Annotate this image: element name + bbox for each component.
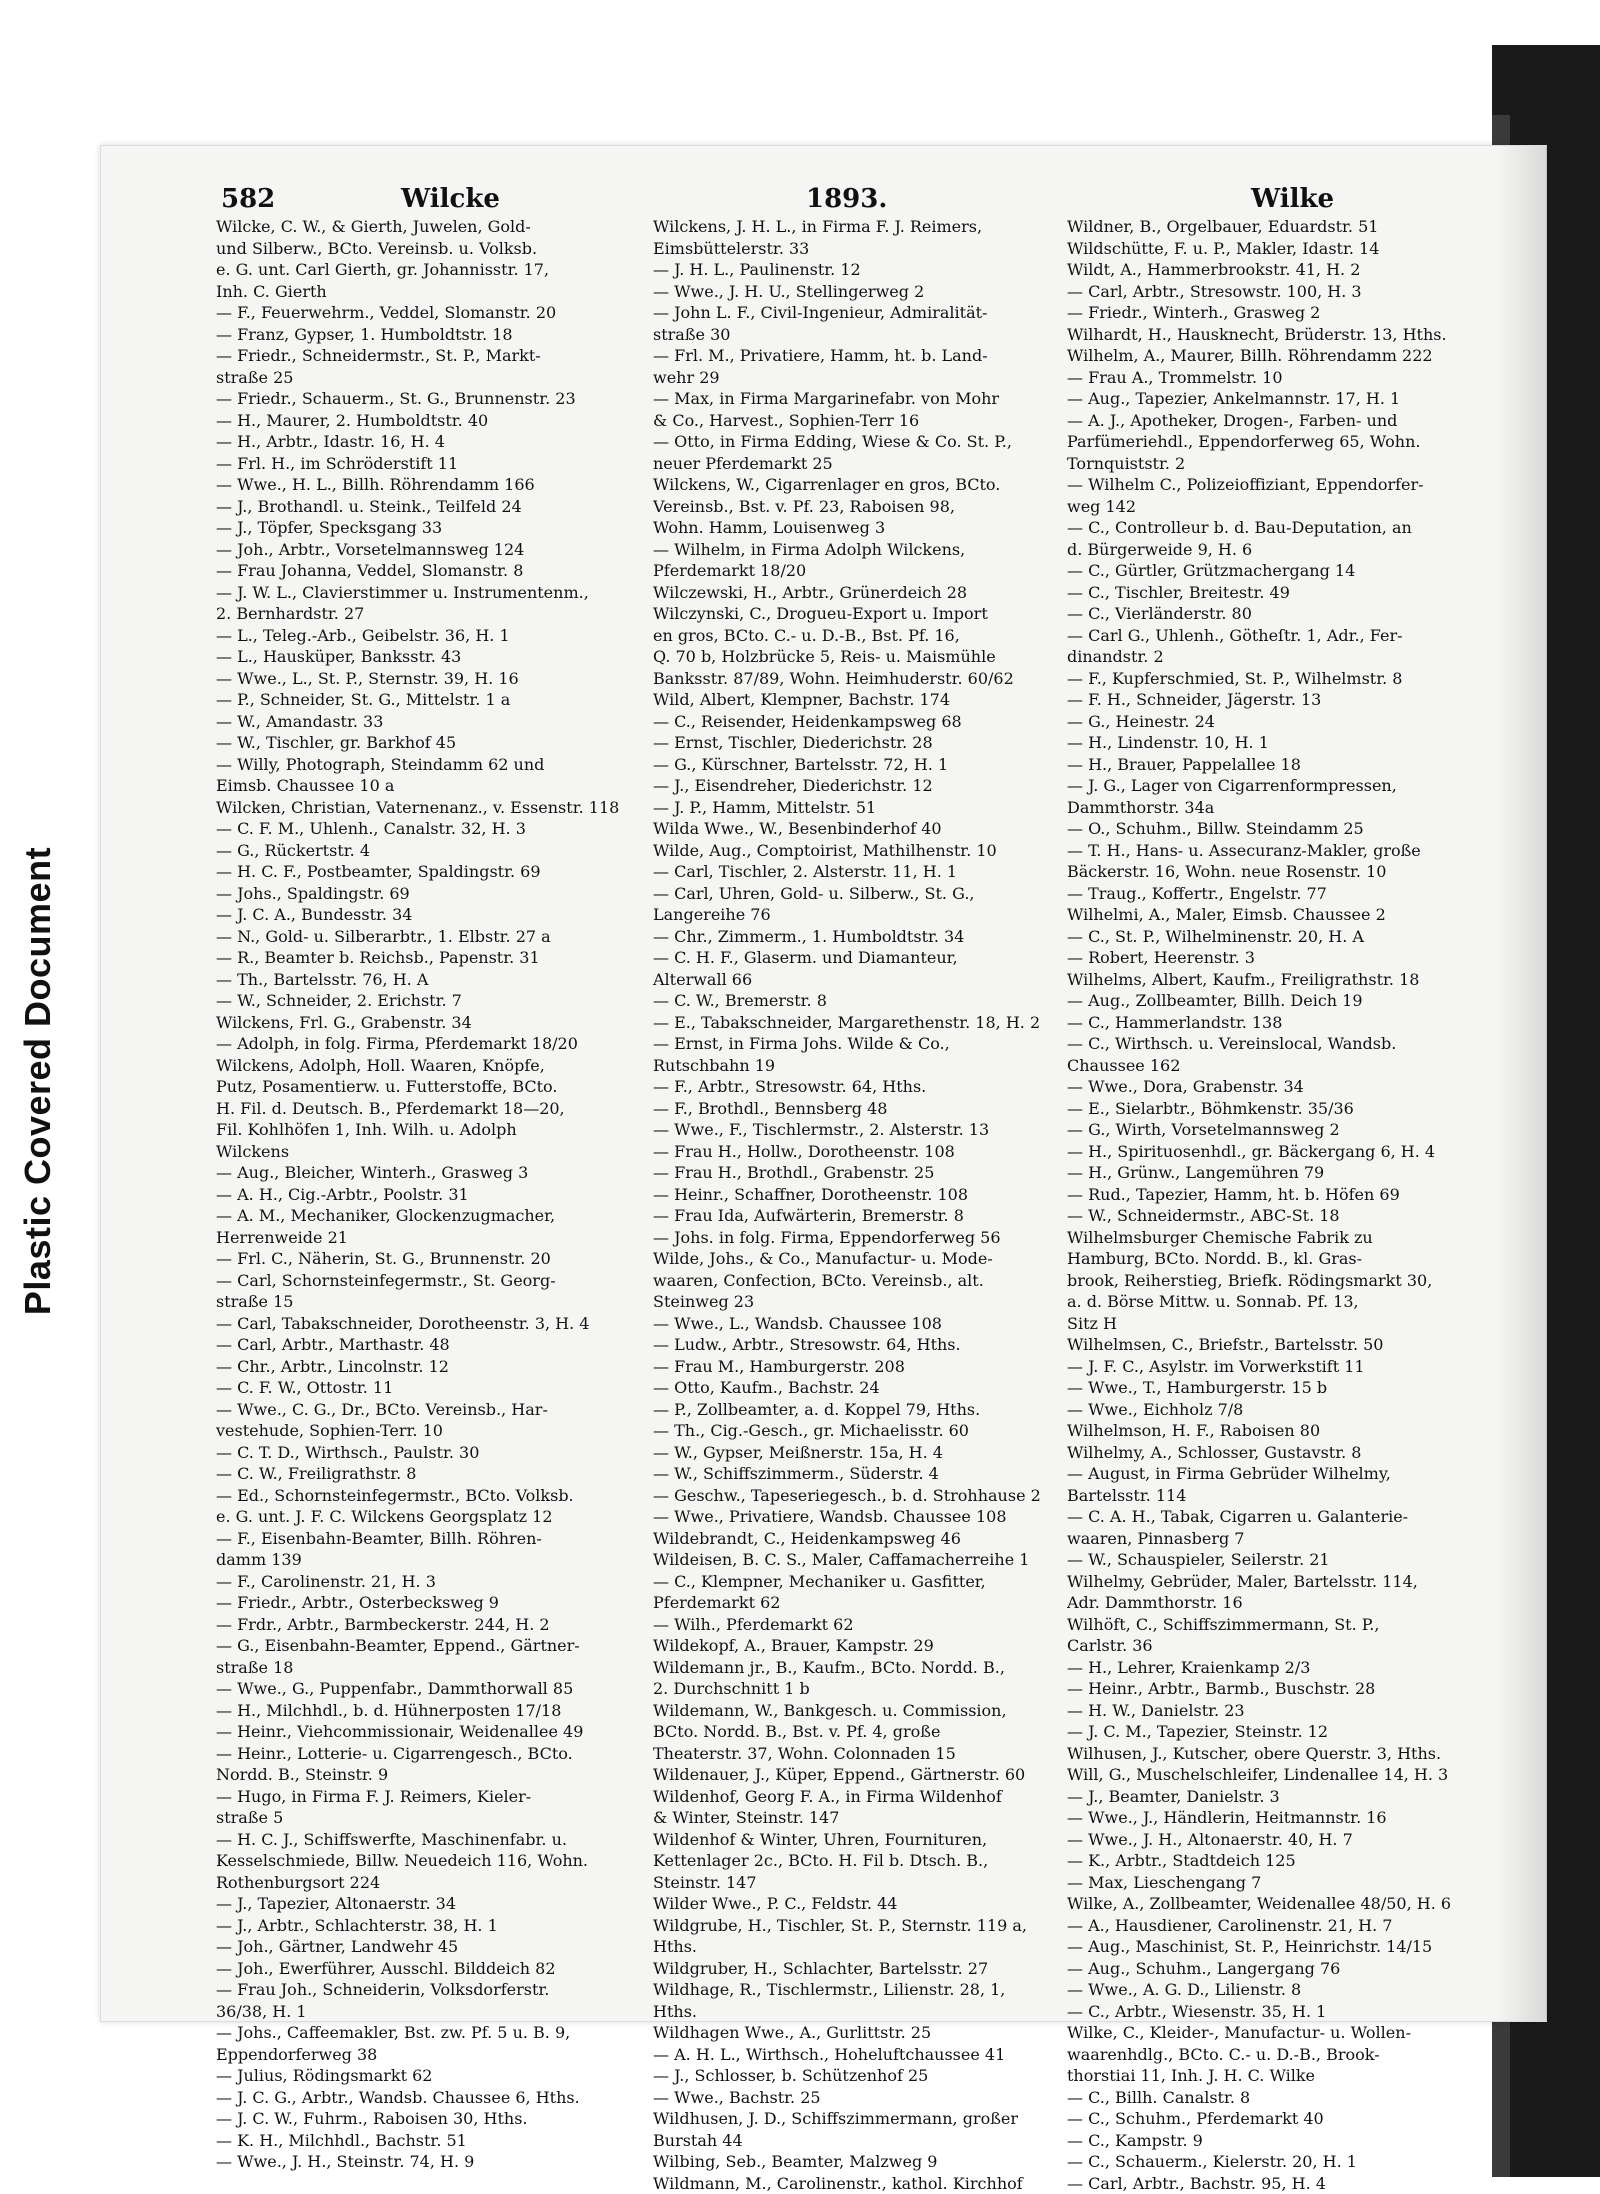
directory-line: — J. F. C., Asylstr. im Vorwerkstift 11 — [1067, 1356, 1487, 1378]
directory-line: — Frau Johanna, Veddel, Slomanstr. 8 — [216, 560, 746, 582]
directory-line: Burstah 44 — [653, 2130, 1083, 2152]
directory-line: — C. F. M., Uhlenh., Canalstr. 32, H. 3 — [216, 818, 746, 840]
directory-line: Wilcken, Christian, Vaternenanz., v. Essenstr. 118 — [216, 797, 746, 819]
directory-line: — C., Schuhm., Pferdemarkt 40 — [1067, 2108, 1487, 2130]
directory-line: — F., Arbtr., Stresowstr. 64, Hths. — [653, 1076, 1083, 1098]
directory-line: damm 139 — [216, 1549, 746, 1571]
directory-line: — Carl, Arbtr., Marthastr. 48 — [216, 1334, 746, 1356]
directory-line: — J. C. A., Bundesstr. 34 — [216, 904, 746, 926]
directory-line: Hamburg, BCto. Nordd. B., kl. Gras- — [1067, 1248, 1487, 1270]
directory-line: — Frl. M., Privatiere, Hamm, ht. b. Land- — [653, 345, 1083, 367]
directory-line: — J. H. L., Paulinenstr. 12 — [653, 259, 1083, 281]
directory-line: — Franz, Gypser, 1. Humboldtstr. 18 — [216, 324, 746, 346]
directory-line: — C., Kampstr. 9 — [1067, 2130, 1487, 2152]
directory-line: — Wwe., L., Wandsb. Chaussee 108 — [653, 1313, 1083, 1335]
directory-line: waaren, Confection, BCto. Vereinsb., alt. — [653, 1270, 1083, 1292]
directory-line: Wildenhof & Winter, Uhren, Fournituren, — [653, 1829, 1083, 1851]
directory-line: — John L. F., Civil-Ingenieur, Admiralität- — [653, 302, 1083, 324]
directory-line: Wildemann jr., B., Kaufm., BCto. Nordd. B., — [653, 1657, 1083, 1679]
directory-line: — Wwe., J. H., Altonaerstr. 40, H. 7 — [1067, 1829, 1487, 1851]
directory-line: Wilckens, Frl. G., Grabenstr. 34 — [216, 1012, 746, 1034]
left-running-head: Wilcke — [401, 184, 500, 214]
directory-line: — Wwe., C. G., Dr., BCto. Vereinsb., Har- — [216, 1399, 746, 1421]
directory-line: — H., Lehrer, Kraienkamp 2/3 — [1067, 1657, 1487, 1679]
directory-line: Vereinsb., Bst. v. Pf. 23, Raboisen 98, — [653, 496, 1083, 518]
directory-line: — C., Billh. Canalstr. 8 — [1067, 2087, 1487, 2109]
directory-line: Wildhusen, J. D., Schiffszimmermann, großer — [653, 2108, 1083, 2130]
directory-line: — Wwe., H. L., Billh. Röhrendamm 166 — [216, 474, 746, 496]
directory-line: Wildemann, W., Bankgesch. u. Commission, — [653, 1700, 1083, 1722]
directory-line: straße 18 — [216, 1657, 746, 1679]
directory-line: Banksstr. 87/89, Wohn. Heimhuderstr. 60/62 — [653, 668, 1083, 690]
directory-line: — E., Tabakschneider, Margarethenstr. 18, H. 2 — [653, 1012, 1083, 1034]
directory-line: waarenhdlg., BCto. C.- u. D.-B., Brook- — [1067, 2044, 1487, 2066]
directory-line: Carlstr. 36 — [1067, 1635, 1487, 1657]
directory-line: Wildner, B., Orgelbauer, Eduardstr. 51 — [1067, 216, 1487, 238]
directory-line: — J. C. W., Fuhrm., Raboisen 30, Hths. — [216, 2108, 746, 2130]
directory-line: 2. Durchschnitt 1 b — [653, 1678, 1083, 1700]
directory-line: — Joh., Gärtner, Landwehr 45 — [216, 1936, 746, 1958]
directory-line: weg 142 — [1067, 496, 1487, 518]
directory-line: Wilhelm, A., Maurer, Billh. Röhrendamm 222 — [1067, 345, 1487, 367]
directory-line: Wildhage, R., Tischlermstr., Lilienstr. 28, 1, — [653, 1979, 1083, 2001]
directory-line: — J. C. G., Arbtr., Wandsb. Chaussee 6, Hths. — [216, 2087, 746, 2109]
directory-line: — Heinr., Viehcommissionair, Weidenallee 49 — [216, 1721, 746, 1743]
directory-line: Pferdemarkt 62 — [653, 1592, 1083, 1614]
directory-line: waaren, Pinnasberg 7 — [1067, 1528, 1487, 1550]
directory-line: — C., Wirthsch. u. Vereinslocal, Wandsb. — [1067, 1033, 1487, 1055]
directory-line: dinandstr. 2 — [1067, 646, 1487, 668]
directory-line: neuer Pferdemarkt 25 — [653, 453, 1083, 475]
directory-line: Wilckens, J. H. L., in Firma F. J. Reimers, — [653, 216, 1083, 238]
directory-line: — H., Lindenstr. 10, H. 1 — [1067, 732, 1487, 754]
directory-line: — E., Sielarbtr., Böhmkenstr. 35/36 — [1067, 1098, 1487, 1120]
directory-line: — P., Zollbeamter, a. d. Koppel 79, Hths. — [653, 1399, 1083, 1421]
directory-line: straße 15 — [216, 1291, 746, 1313]
directory-line: — Wwe., Bachstr. 25 — [653, 2087, 1083, 2109]
directory-line: — W., Schneider, 2. Erichstr. 7 — [216, 990, 746, 1012]
directory-line: — Frau H., Hollw., Dorotheenstr. 108 — [653, 1141, 1083, 1163]
directory-line: — Frau A., Trommelstr. 10 — [1067, 367, 1487, 389]
directory-line: — Wwe., F., Tischlermstr., 2. Alsterstr. 13 — [653, 1119, 1083, 1141]
directory-line: — Heinr., Arbtr., Barmb., Buschstr. 28 — [1067, 1678, 1487, 1700]
directory-line: — Wwe., T., Hamburgerstr. 15 b — [1067, 1377, 1487, 1399]
directory-line: Will, G., Muschelschleifer, Lindenallee 14, H. 3 — [1067, 1764, 1487, 1786]
directory-line: — A. H., Cig.-Arbtr., Poolstr. 31 — [216, 1184, 746, 1206]
directory-line: Wilhusen, J., Kutscher, obere Querstr. 3, Hths. — [1067, 1743, 1487, 1765]
directory-line: — Johs., Caffeemakler, Bst. zw. Pf. 5 u. B. 9, — [216, 2022, 746, 2044]
directory-line: en gros, BCto. C.- u. D.-B., Bst. Pf. 16, — [653, 625, 1083, 647]
directory-line: — Joh., Arbtr., Vorsetelmannsweg 124 — [216, 539, 746, 561]
column-right — [1067, 216, 1487, 2194]
directory-line: Putz, Posamentierw. u. Futterstoffe, BCto. — [216, 1076, 746, 1098]
directory-line: — W., Gypser, Meißnerstr. 15a, H. 4 — [653, 1442, 1083, 1464]
directory-line: — Wwe., J. H., Steinstr. 74, H. 9 — [216, 2151, 746, 2173]
directory-line: Wilhelmson, H. F., Raboisen 80 — [1067, 1420, 1487, 1442]
directory-line: — Ernst, in Firma Johs. Wilde & Co., — [653, 1033, 1083, 1055]
directory-line: — C., Vierländerstr. 80 — [1067, 603, 1487, 625]
directory-line: Wild, Albert, Klempner, Bachstr. 174 — [653, 689, 1083, 711]
directory-line: Wilda Wwe., W., Besenbinderhof 40 — [653, 818, 1083, 840]
directory-line: — Willy, Photograph, Steindamm 62 und — [216, 754, 746, 776]
directory-line: — J., Töpfer, Specksgang 33 — [216, 517, 746, 539]
directory-line: Wildmann, M., Carolinenstr., kathol. Kirchhof — [653, 2173, 1083, 2194]
directory-line: — Aug., Zollbeamter, Billh. Deich 19 — [1067, 990, 1487, 1012]
directory-line: — Julius, Rödingsmarkt 62 — [216, 2065, 746, 2087]
directory-line: 2. Bernhardstr. 27 — [216, 603, 746, 625]
directory-line: Wilhelmsburger Chemische Fabrik zu — [1067, 1227, 1487, 1249]
directory-line: d. Bürgerweide 9, H. 6 — [1067, 539, 1487, 561]
directory-line: — Ernst, Tischler, Diederichstr. 28 — [653, 732, 1083, 754]
directory-line: — H. C. F., Postbeamter, Spaldingstr. 69 — [216, 861, 746, 883]
directory-line: — P., Schneider, St. G., Mittelstr. 1 a — [216, 689, 746, 711]
directory-line: Wilhardt, H., Hausknecht, Brüderstr. 13, Hths. — [1067, 324, 1487, 346]
directory-line: Inh. C. Gierth — [216, 281, 746, 303]
directory-line: — Frau Ida, Aufwärterin, Bremerstr. 8 — [653, 1205, 1083, 1227]
directory-line: — Ed., Schornsteinfegermstr., BCto. Volksb. — [216, 1485, 746, 1507]
directory-line: — Aug., Schuhm., Langergang 76 — [1067, 1958, 1487, 1980]
directory-line: Fil. Kohlhöfen 1, Inh. Wilh. u. Adolph — [216, 1119, 746, 1141]
directory-line: — K. H., Milchhdl., Bachstr. 51 — [216, 2130, 746, 2152]
directory-line: — C. T. D., Wirthsch., Paulstr. 30 — [216, 1442, 746, 1464]
directory-line: — C., Tischler, Breitestr. 49 — [1067, 582, 1487, 604]
directory-line: — J., Schlosser, b. Schützenhof 25 — [653, 2065, 1083, 2087]
directory-line: Wilhelmy, A., Schlosser, Gustavstr. 8 — [1067, 1442, 1487, 1464]
directory-line: Wilcke, C. W., & Gierth, Juwelen, Gold- — [216, 216, 746, 238]
directory-line: — Frau Joh., Schneiderin, Volksdorferstr. — [216, 1979, 746, 2001]
directory-line: — Wwe., L., St. P., Sternstr. 39, H. 16 — [216, 668, 746, 690]
directory-line: — Friedr., Arbtr., Osterbecksweg 9 — [216, 1592, 746, 1614]
directory-line: — J. P., Hamm, Mittelstr. 51 — [653, 797, 1083, 819]
directory-line: — C., St. P., Wilhelminenstr. 20, H. A — [1067, 926, 1487, 948]
directory-line: — Johs., Spaldingstr. 69 — [216, 883, 746, 905]
directory-line: Wilczynski, C., Drogueu-Export u. Import — [653, 603, 1083, 625]
directory-line: Wilke, A., Zollbeamter, Weidenallee 48/50, H. 6 — [1067, 1893, 1487, 1915]
directory-line: — Wwe., J. H. U., Stellingerweg 2 — [653, 281, 1083, 303]
directory-line: Pferdemarkt 18/20 — [653, 560, 1083, 582]
directory-line: Wildgrube, H., Tischler, St. P., Sternstr. 119 a, — [653, 1915, 1083, 1937]
directory-line: Wildenhof, Georg F. A., in Firma Wildenhof — [653, 1786, 1083, 1808]
directory-line: wehr 29 — [653, 367, 1083, 389]
directory-line: — C., Gürtler, Grützmachergang 14 — [1067, 560, 1487, 582]
directory-line: — Wilh., Pferdemarkt 62 — [653, 1614, 1083, 1636]
directory-line: — Frau H., Brothdl., Grabenstr. 25 — [653, 1162, 1083, 1184]
directory-line: Wildschütte, F. u. P., Makler, Idastr. 14 — [1067, 238, 1487, 260]
directory-line: Eimsbüttelerstr. 33 — [653, 238, 1083, 260]
directory-line: — W., Tischler, gr. Barkhof 45 — [216, 732, 746, 754]
directory-line: — J., Beamter, Danielstr. 3 — [1067, 1786, 1487, 1808]
directory-line: Theaterstr. 37, Wohn. Colonnaden 15 — [653, 1743, 1083, 1765]
directory-line: — W., Schneidermstr., ABC-St. 18 — [1067, 1205, 1487, 1227]
directory-line: straße 25 — [216, 367, 746, 389]
directory-line: Wilczewski, H., Arbtr., Grünerdeich 28 — [653, 582, 1083, 604]
directory-line: — A. H. L., Wirthsch., Hoheluftchaussee 41 — [653, 2044, 1083, 2066]
directory-line: — Wwe., A. G. D., Lilienstr. 8 — [1067, 1979, 1487, 2001]
directory-line: und Silberw., BCto. Vereinsb. u. Volksb. — [216, 238, 746, 260]
directory-line: — Th., Bartelsstr. 76, H. A — [216, 969, 746, 991]
directory-line: — H., Maurer, 2. Humboldtstr. 40 — [216, 410, 746, 432]
directory-line: — W., Amandastr. 33 — [216, 711, 746, 733]
directory-line: & Winter, Steinstr. 147 — [653, 1807, 1083, 1829]
directory-line: — Carl, Schornsteinfegermstr., St. Georg- — [216, 1270, 746, 1292]
page-header — [101, 146, 1546, 206]
directory-line: — F. H., Schneider, Jägerstr. 13 — [1067, 689, 1487, 711]
directory-line: Wilder Wwe., P. C., Feldstr. 44 — [653, 1893, 1083, 1915]
directory-line: — Wwe., Eichholz 7/8 — [1067, 1399, 1487, 1421]
directory-line: Wildhagen Wwe., A., Gurlittstr. 25 — [653, 2022, 1083, 2044]
directory-line: Dammthorstr. 34a — [1067, 797, 1487, 819]
directory-line: — Friedr., Winterh., Grasweg 2 — [1067, 302, 1487, 324]
directory-line: — J., Tapezier, Altonaerstr. 34 — [216, 1893, 746, 1915]
directory-line: 36/38, H. 1 — [216, 2001, 746, 2023]
year-heading: 1893. — [806, 184, 887, 214]
directory-line: — Joh., Ewerführer, Ausschl. Bilddeich 82 — [216, 1958, 746, 1980]
directory-line: — Aug., Tapezier, Ankelmannstr. 17, H. 1 — [1067, 388, 1487, 410]
directory-line: — G., Eisenbahn-Beamter, Eppend., Gärtner- — [216, 1635, 746, 1657]
directory-line: — J. G., Lager von Cigarrenformpressen, — [1067, 775, 1487, 797]
directory-line: — Robert, Heerenstr. 3 — [1067, 947, 1487, 969]
directory-line: — J., Eisendreher, Diederichstr. 12 — [653, 775, 1083, 797]
directory-line: Eppendorferweg 38 — [216, 2044, 746, 2066]
directory-line: Langereihe 76 — [653, 904, 1083, 926]
directory-line: — Friedr., Schneidermstr., St. P., Markt- — [216, 345, 746, 367]
directory-line: — Frl. C., Näherin, St. G., Brunnenstr. 20 — [216, 1248, 746, 1270]
directory-line: — Rud., Tapezier, Hamm, ht. b. Höfen 69 — [1067, 1184, 1487, 1206]
directory-line: Nordd. B., Steinstr. 9 — [216, 1764, 746, 1786]
directory-line: — C. W., Freiligrathstr. 8 — [216, 1463, 746, 1485]
directory-line: — Aug., Bleicher, Winterh., Grasweg 3 — [216, 1162, 746, 1184]
directory-line: — Wwe., Privatiere, Wandsb. Chaussee 108 — [653, 1506, 1083, 1528]
directory-line: e. G. unt. J. F. C. Wilckens Georgsplatz 12 — [216, 1506, 746, 1528]
directory-line: — W., Schauspieler, Seilerstr. 21 — [1067, 1549, 1487, 1571]
directory-line: — Wwe., Dora, Grabenstr. 34 — [1067, 1076, 1487, 1098]
directory-line: Kesselschmiede, Billw. Neuedeich 116, Wohn. — [216, 1850, 746, 1872]
directory-line: — O., Schuhm., Billw. Steindamm 25 — [1067, 818, 1487, 840]
directory-line: Eimsb. Chaussee 10 a — [216, 775, 746, 797]
directory-line: — J. C. M., Tapezier, Steinstr. 12 — [1067, 1721, 1487, 1743]
directory-line: Sitz H — [1067, 1313, 1487, 1335]
document-page — [100, 145, 1547, 2022]
directory-line: — H., Arbtr., Idastr. 16, H. 4 — [216, 431, 746, 453]
directory-line: Wilke, C., Kleider-, Manufactur- u. Wollen- — [1067, 2022, 1487, 2044]
directory-line: — H., Grünw., Langemühren 79 — [1067, 1162, 1487, 1184]
directory-line: — N., Gold- u. Silberarbtr., 1. Elbstr. 27 a — [216, 926, 746, 948]
directory-line: H. Fil. d. Deutsch. B., Pferdemarkt 18—20, — [216, 1098, 746, 1120]
directory-line: Wildeisen, B. C. S., Maler, Caffamacherreihe 1 — [653, 1549, 1083, 1571]
directory-line: — H., Brauer, Pappelallee 18 — [1067, 754, 1487, 776]
directory-line: — F., Kupferschmied, St. P., Wilhelmstr. 8 — [1067, 668, 1487, 690]
directory-line: — A., Hausdiener, Carolinenstr. 21, H. 7 — [1067, 1915, 1487, 1937]
directory-line: — L., Hausküper, Banksstr. 43 — [216, 646, 746, 668]
directory-line: Steinstr. 147 — [653, 1872, 1083, 1894]
directory-line: Wilhöft, C., Schiffszimmermann, St. P., — [1067, 1614, 1487, 1636]
directory-line: — J. W. L., Clavierstimmer u. Instrumentenm., — [216, 582, 746, 604]
directory-line: — T. H., Hans- u. Assecuranz-Makler, große — [1067, 840, 1487, 862]
directory-line: Wilckens, W., Cigarrenlager en gros, BCto. — [653, 474, 1083, 496]
directory-line: e. G. unt. Carl Gierth, gr. Johannisstr. 17, — [216, 259, 746, 281]
directory-line: Rothenburgsort 224 — [216, 1872, 746, 1894]
directory-line: Wilckens — [216, 1141, 746, 1163]
directory-line: — C., Reisender, Heidenkampsweg 68 — [653, 711, 1083, 733]
directory-line: Parfümeriehdl., Eppendorferweg 65, Wohn. — [1067, 431, 1487, 453]
directory-line: — J., Brothandl. u. Steink., Teilfeld 24 — [216, 496, 746, 518]
directory-line: Hths. — [653, 1936, 1083, 1958]
directory-line: Alterwall 66 — [653, 969, 1083, 991]
directory-line: — C., Klempner, Mechaniker u. Gasfitter, — [653, 1571, 1083, 1593]
directory-line: — F., Brothdl., Bennsberg 48 — [653, 1098, 1083, 1120]
directory-line: — Carl, Arbtr., Stresowstr. 100, H. 3 — [1067, 281, 1487, 303]
directory-line: — Carl, Arbtr., Bachstr. 95, H. 4 — [1067, 2173, 1487, 2194]
directory-line: Q. 70 b, Holzbrücke 5, Reis- u. Maismühle — [653, 646, 1083, 668]
directory-line: Wilhelms, Albert, Kaufm., Freiligrathstr. 18 — [1067, 969, 1487, 991]
directory-line: Wilbing, Seb., Beamter, Malzweg 9 — [653, 2151, 1083, 2173]
directory-line: — Adolph, in folg. Firma, Pferdemarkt 18/20 — [216, 1033, 746, 1055]
directory-line: — C., Controlleur b. d. Bau-Deputation, an — [1067, 517, 1487, 539]
directory-line: — R., Beamter b. Reichsb., Papenstr. 31 — [216, 947, 746, 969]
directory-line: Wildekopf, A., Brauer, Kampstr. 29 — [653, 1635, 1083, 1657]
directory-line: — H. C. J., Schiffswerfte, Maschinenfabr. u. — [216, 1829, 746, 1851]
directory-line: — Otto, in Firma Edding, Wiese & Co. St. P., — [653, 431, 1083, 453]
directory-line: — G., Heinestr. 24 — [1067, 711, 1487, 733]
directory-line: — Friedr., Schauerm., St. G., Brunnenstr. 23 — [216, 388, 746, 410]
directory-line: — Frl. H., im Schröderstift 11 — [216, 453, 746, 475]
directory-line: vestehude, Sophien-Terr. 10 — [216, 1420, 746, 1442]
directory-line: Wilhelmi, A., Maler, Eimsb. Chaussee 2 — [1067, 904, 1487, 926]
directory-line: Wilhelmy, Gebrüder, Maler, Bartelsstr. 114, — [1067, 1571, 1487, 1593]
directory-line: — Heinr., Lotterie- u. Cigarrengesch., BCto. — [216, 1743, 746, 1765]
directory-line: — Geschw., Tapeseriegesch., b. d. Strohhause 2 — [653, 1485, 1083, 1507]
directory-line: — Max, in Firma Margarinefabr. von Mohr — [653, 388, 1083, 410]
directory-line: — Carl, Tischler, 2. Alsterstr. 11, H. 1 — [653, 861, 1083, 883]
directory-line: — Carl, Uhren, Gold- u. Silberw., St. G., — [653, 883, 1083, 905]
directory-line: — Chr., Arbtr., Lincolnstr. 12 — [216, 1356, 746, 1378]
directory-line: — Aug., Maschinist, St. P., Heinrichstr. 14/15 — [1067, 1936, 1487, 1958]
directory-line: — C., Hammerlandstr. 138 — [1067, 1012, 1487, 1034]
directory-line: — Max, Lieschengang 7 — [1067, 1872, 1487, 1894]
directory-line: — H. W., Danielstr. 23 — [1067, 1700, 1487, 1722]
directory-line: — Th., Cig.-Gesch., gr. Michaelisstr. 60 — [653, 1420, 1083, 1442]
directory-line: — Chr., Zimmerm., 1. Humboldtstr. 34 — [653, 926, 1083, 948]
directory-line: Kettenlager 2c., BCto. H. Fil b. Dtsch. B., — [653, 1850, 1083, 1872]
directory-line: — Otto, Kaufm., Bachstr. 24 — [653, 1377, 1083, 1399]
directory-line: Chaussee 162 — [1067, 1055, 1487, 1077]
directory-line: — Wilhelm C., Polizeioffiziant, Eppendorfer- — [1067, 474, 1487, 496]
directory-line: Wildebrandt, C., Heidenkampsweg 46 — [653, 1528, 1083, 1550]
directory-line: Wilde, Johs., & Co., Manufactur- u. Mode- — [653, 1248, 1083, 1270]
right-running-head: Wilke — [1251, 184, 1334, 214]
directory-line: brook, Reiherstieg, Briefk. Rödingsmarkt 30, — [1067, 1270, 1487, 1292]
directory-line: — Wilhelm, in Firma Adolph Wilckens, — [653, 539, 1083, 561]
directory-line: Wilckens, Adolph, Holl. Waaren, Knöpfe, — [216, 1055, 746, 1077]
directory-line: Wilde, Aug., Comptoirist, Mathilhenstr. 10 — [653, 840, 1083, 862]
directory-line: — A. M., Mechaniker, Glockenzugmacher, — [216, 1205, 746, 1227]
directory-line: — L., Teleg.-Arb., Geibelstr. 36, H. 1 — [216, 625, 746, 647]
directory-line: a. d. Börse Mittw. u. Sonnab. Pf. 13, — [1067, 1291, 1487, 1313]
directory-line: — H., Spirituosenhdl., gr. Bäckergang 6, H. 4 — [1067, 1141, 1487, 1163]
directory-line: straße 30 — [653, 324, 1083, 346]
plastic-covered-label: Plastic Covered Document — [17, 591, 59, 1571]
directory-line: — C. W., Bremerstr. 8 — [653, 990, 1083, 1012]
directory-line: Wildt, A., Hammerbrookstr. 41, H. 2 — [1067, 259, 1487, 281]
directory-line: — H., Milchhdl., b. d. Hühnerposten 17/18 — [216, 1700, 746, 1722]
directory-line: — G., Kürschner, Bartelsstr. 72, H. 1 — [653, 754, 1083, 776]
directory-line: Tornquiststr. 2 — [1067, 453, 1487, 475]
directory-line: & Co., Harvest., Sophien-Terr 16 — [653, 410, 1083, 432]
directory-line: Adr. Dammthorstr. 16 — [1067, 1592, 1487, 1614]
directory-line: — August, in Firma Gebrüder Wilhelmy, — [1067, 1463, 1487, 1485]
directory-line: — F., Carolinenstr. 21, H. 3 — [216, 1571, 746, 1593]
page-number: 582 — [221, 184, 275, 214]
directory-line: — C. A. H., Tabak, Cigarren u. Galanterie- — [1067, 1506, 1487, 1528]
directory-line: — C., Arbtr., Wiesenstr. 35, H. 1 — [1067, 2001, 1487, 2023]
directory-line: — F., Feuerwehrm., Veddel, Slomanstr. 20 — [216, 302, 746, 324]
sidebar-label — [0, 0, 75, 2177]
directory-line: — Ludw., Arbtr., Stresowstr. 64, Hths. — [653, 1334, 1083, 1356]
directory-line: Wohn. Hamm, Louisenweg 3 — [653, 517, 1083, 539]
directory-line: — J., Arbtr., Schlachterstr. 38, H. 1 — [216, 1915, 746, 1937]
column-middle — [653, 216, 1083, 2194]
directory-line: — C. H. F., Glaserm. und Diamanteur, — [653, 947, 1083, 969]
directory-line: Rutschbahn 19 — [653, 1055, 1083, 1077]
directory-line: — W., Schiffszimmerm., Süderstr. 4 — [653, 1463, 1083, 1485]
directory-line: — Frdr., Arbtr., Barmbeckerstr. 244, H. 2 — [216, 1614, 746, 1636]
directory-line: straße 5 — [216, 1807, 746, 1829]
directory-line: — Hugo, in Firma F. J. Reimers, Kieler- — [216, 1786, 746, 1808]
directory-line: Wildenauer, J., Küper, Eppend., Gärtnerstr. 60 — [653, 1764, 1083, 1786]
directory-line: — Traug., Koffertr., Engelstr. 77 — [1067, 883, 1487, 905]
directory-line: Steinweg 23 — [653, 1291, 1083, 1313]
directory-line: — K., Arbtr., Stadtdeich 125 — [1067, 1850, 1487, 1872]
directory-line: — Carl G., Uhlenh., Götheſtr. 1, Adr., Fer- — [1067, 625, 1487, 647]
directory-line: thorstiai 11, Inh. J. H. C. Wilke — [1067, 2065, 1487, 2087]
directory-line: Herrenweide 21 — [216, 1227, 746, 1249]
directory-line: — Wwe., G., Puppenfabr., Dammthorwall 85 — [216, 1678, 746, 1700]
directory-line: — G., Wirth, Vorsetelmannsweg 2 — [1067, 1119, 1487, 1141]
directory-line: Bäckerstr. 16, Wohn. neue Rosenstr. 10 — [1067, 861, 1487, 883]
directory-line: — Frau M., Hamburgerstr. 208 — [653, 1356, 1083, 1378]
directory-line: — C., Schauerm., Kielerstr. 20, H. 1 — [1067, 2151, 1487, 2173]
directory-line: — Wwe., J., Händlerin, Heitmannstr. 16 — [1067, 1807, 1487, 1829]
directory-line: — F., Eisenbahn-Beamter, Billh. Röhren- — [216, 1528, 746, 1550]
directory-line: Bartelsstr. 114 — [1067, 1485, 1487, 1507]
directory-line: Wilhelmsen, C., Briefstr., Bartelsstr. 50 — [1067, 1334, 1487, 1356]
directory-line: — A. J., Apotheker, Drogen-, Farben- und — [1067, 410, 1487, 432]
directory-line: Hths. — [653, 2001, 1083, 2023]
directory-line: BCto. Nordd. B., Bst. v. Pf. 4, große — [653, 1721, 1083, 1743]
directory-line: — Carl, Tabakschneider, Dorotheenstr. 3, H. 4 — [216, 1313, 746, 1335]
directory-line: — C. F. W., Ottostr. 11 — [216, 1377, 746, 1399]
directory-line: — Heinr., Schaffner, Dorotheenstr. 108 — [653, 1184, 1083, 1206]
directory-line: — G., Rückertstr. 4 — [216, 840, 746, 862]
directory-line: — Johs. in folg. Firma, Eppendorferweg 56 — [653, 1227, 1083, 1249]
directory-line: Wildgruber, H., Schlachter, Bartelsstr. 27 — [653, 1958, 1083, 1980]
